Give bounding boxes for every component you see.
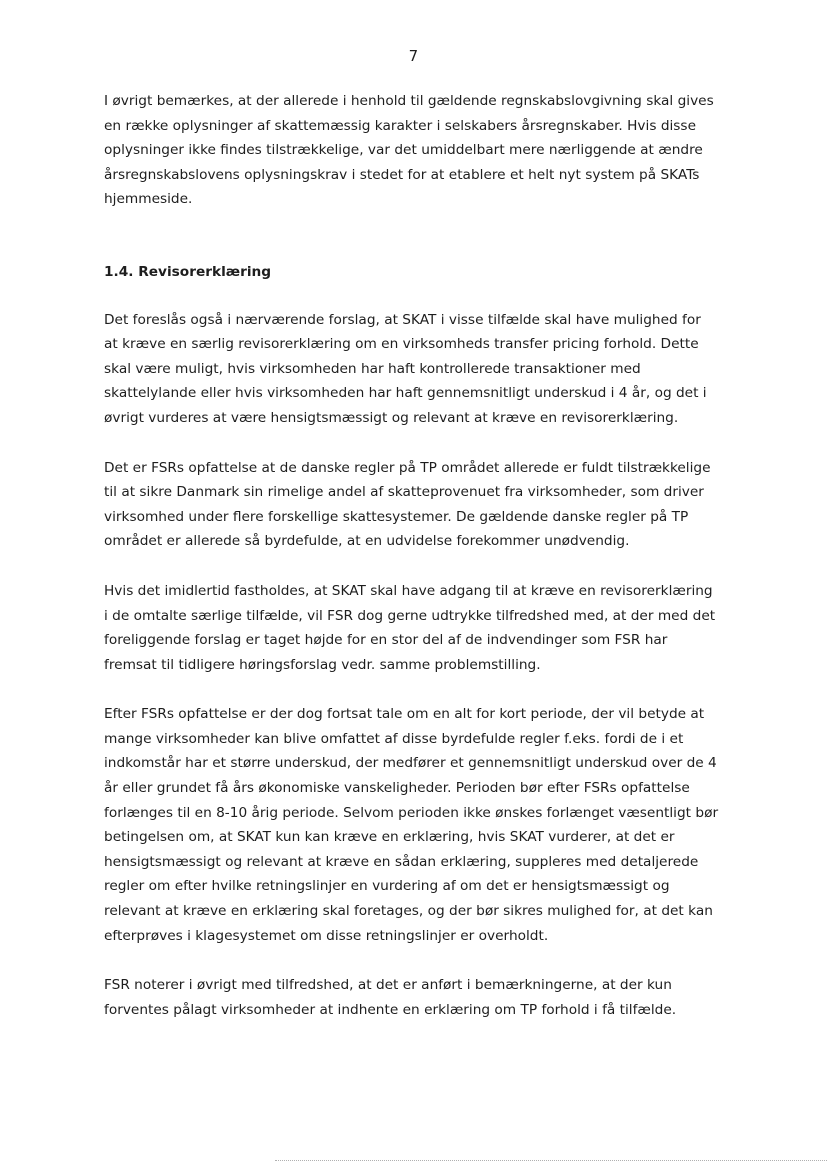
text-line: forlænges til en 8-10 årig periode. Selvom perioden ikke ønskes forlænget væsentligt bør bbox=[104, 804, 719, 821]
paragraph-5 bbox=[104, 973, 744, 1022]
text-line: til at sikre Danmark sin rimelige andel af skatteprovenuet fra virksomheder, som driver bbox=[104, 484, 704, 501]
text-line: regler om efter hvilke retningslinjer en vurdering af om det er hensigtsmæssigt og bbox=[104, 878, 670, 895]
paragraph-3 bbox=[104, 579, 744, 677]
footer-divider bbox=[275, 1160, 827, 1161]
page-number: 7 bbox=[408, 47, 419, 65]
text-line: år eller grundet få års økonomiske vanskeligheder. Perioden bør efter FSRs opfattelse bbox=[104, 780, 690, 797]
text-line: Efter FSRs opfattelse er der dog fortsat tale om en alt for kort periode, der vil betyde at bbox=[104, 706, 705, 723]
paragraph-4 bbox=[104, 702, 744, 948]
paragraph-1 bbox=[104, 308, 744, 431]
text-line: relevant at kræve en erklæring skal foretages, og der bør sikres mulighed for, at det kan bbox=[104, 903, 713, 920]
text-line: i de omtalte særlige tilfælde, vil FSR dog gerne udtrykke tilfredshed med, at der med det bbox=[104, 607, 716, 624]
document-body bbox=[104, 89, 744, 1022]
intro-paragraph bbox=[104, 89, 744, 212]
text-line: virksomhed under flere forskellige skattesystemer. De gældende danske regler på TP bbox=[104, 508, 689, 525]
text-line: årsregnskabslovens oplysningskrav i stedet for at etablere et helt nyt system på SKATs bbox=[104, 166, 700, 183]
text-line: mange virksomheder kan blive omfattet af disse byrdefulde regler f.eks. fordi de i et bbox=[104, 730, 684, 747]
text-line: FSR noterer i øvrigt med tilfredshed, at det er anført i bemærkningerne, at der kun bbox=[104, 977, 672, 994]
text-line: oplysninger ikke findes tilstrækkelige, var det umiddelbart mere nærliggende at ændre bbox=[104, 142, 703, 159]
text-line: hjemmeside. bbox=[104, 191, 193, 208]
text-line: forventes pålagt virksomheder at indhente en erklæring om TP forhold i få tilfælde. bbox=[104, 1001, 677, 1018]
text-line: fremsat til tidligere høringsforslag vedr. samme problemstilling. bbox=[104, 656, 541, 673]
text-line: skal være muligt, hvis virksomheden har haft kontrollerede transaktioner med bbox=[104, 360, 641, 377]
text-line: I øvrigt bemærkes, at der allerede i henhold til gældende regnskabslovgivning skal gives bbox=[104, 93, 714, 109]
text-line: Det foreslås også i nærværende forslag, at SKAT i visse tilfælde skal have mulighed for bbox=[104, 311, 701, 328]
text-line: indkomstår har et større underskud, der medfører et gennemsnitligt underskud over de 4 bbox=[104, 755, 717, 772]
text-line: Det er FSRs opfattelse at de danske regler på TP området allerede er fuldt tilstrækkelige bbox=[104, 459, 711, 476]
text-line: at kræve en særlig revisorerklæring om en virksomheds transfer pricing forhold. Dette bbox=[104, 336, 699, 353]
text-line: en række oplysninger af skattemæssig karakter i selskabers årsregnskaber. Hvis disse bbox=[104, 117, 696, 134]
paragraph-2 bbox=[104, 456, 744, 554]
text-line: efterprøves i klagesystemet om disse retningslinjer er overholdt. bbox=[104, 927, 549, 944]
text-line: hensigtsmæssigt og relevant at kræve en sådan erklæring, suppleres med detaljerede bbox=[104, 853, 699, 870]
text-line: betingelsen om, at SKAT kun kan kræve en erklæring, hvis SKAT vurderer, at det er bbox=[104, 829, 675, 846]
section-heading: 1.4. Revisorerklæring bbox=[104, 263, 272, 280]
text-line: øvrigt vurderes at være hensigtsmæssigt og relevant at kræve en revisorerklæring. bbox=[104, 409, 679, 426]
section-body bbox=[104, 308, 744, 1023]
text-line: Hvis det imidlertid fastholdes, at SKAT skal have adgang til at kræve en revisorerklæring bbox=[104, 582, 713, 599]
text-line: området er allerede så byrdefulde, at en udvidelse forekommer unødvendig. bbox=[104, 533, 630, 550]
text-line: skattelylande eller hvis virksomheden har haft gennemsnitligt underskud i 4 år, og det i bbox=[104, 385, 707, 402]
text-line: foreliggende forslag er taget højde for en stor del af de indvendinger som FSR har bbox=[104, 632, 668, 649]
